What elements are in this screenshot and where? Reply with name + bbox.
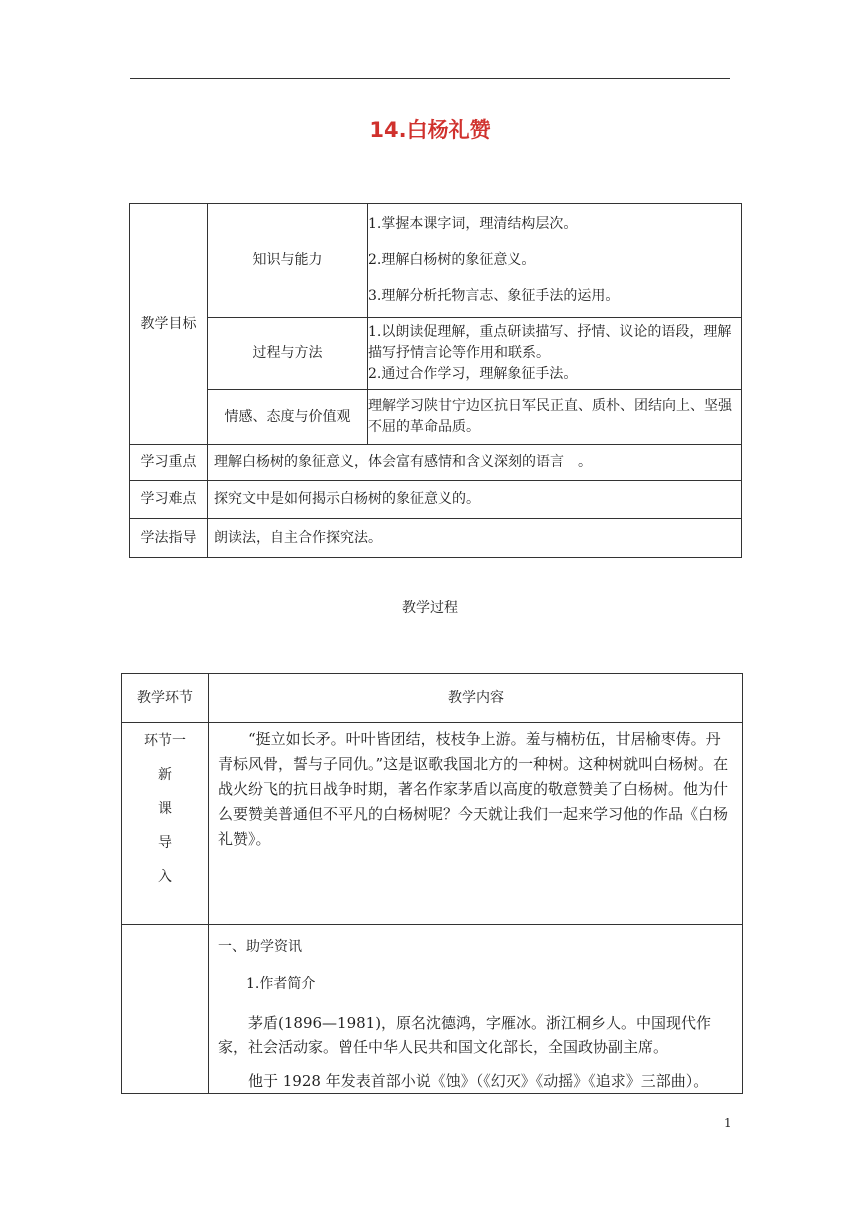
goal-line: 2.通过合作学习，理解象征手法。 <box>368 366 578 382</box>
attitude-goals <box>368 390 742 445</box>
intro-paragraph: “挺立如长矛。叶叶皆团结，枝枝争上游。羞与楠枋伍，甘居榆枣俦。丹青标风骨，誓与子同仇。”这是讴歌我国北方的一种树。这种树就叫白杨树。在战火纷飞的抗日战争时期，著名作家茅盾以高度的敬意赞美了白杨树。他为什么要赞美普通但不平凡的白杨树呢？今天就让我们一起来学习他的作品《白杨礼赞》。 <box>218 730 729 848</box>
stage-label <box>122 723 208 888</box>
page-number: 1 <box>724 1116 732 1130</box>
stage-cell-empty <box>122 925 209 1094</box>
stage-header: 教学环节 <box>122 674 209 723</box>
goal-line: 3.理解分析托物言志、象征手法的运用。 <box>368 288 620 304</box>
attitude-label: 情感、态度与价值观 <box>208 390 368 445</box>
goal-line: 1.以朗读促理解，重点研读描写、抒情、议论的语段，理解描写抒情言论等作用和联系。 <box>368 324 732 361</box>
page-title: 14.白杨礼赞 <box>369 118 491 142</box>
focus-text: 理解白杨树的象征意义，体会富有感情和含义深刻的语言 。 <box>208 445 742 481</box>
bio-paragraph: 茅盾(1896—1981)，原名沈德鸿，字雁冰。浙江桐乡人。中国现代作家，社会活动家。曾任中华人民共和国文化部长，全国政协副主席。 <box>218 1014 712 1056</box>
process-method-goals <box>368 318 742 390</box>
objectives-table <box>129 203 742 558</box>
process-table <box>121 673 743 1094</box>
process-method-label: 过程与方法 <box>208 318 368 390</box>
process-caption: 教学过程 <box>402 600 458 616</box>
goal-line: 2.理解白杨树的象征意义。 <box>368 252 536 268</box>
method-text: 朗读法，自主合作探究法。 <box>208 519 742 558</box>
knowledge-label: 知识与能力 <box>208 204 368 318</box>
intro-content <box>209 723 743 925</box>
method-label: 学法指导 <box>130 519 208 558</box>
content-header: 教学内容 <box>209 674 743 723</box>
stage-char: 入 <box>158 869 172 885</box>
stage-char: 新 <box>158 767 172 783</box>
section-heading: 一、助学资讯 <box>218 939 302 955</box>
difficulty-text: 探究文中是如何揭示白杨树的象征意义的。 <box>208 481 742 519</box>
difficulty-label: 学习难点 <box>130 481 208 519</box>
sub-heading: 1.作者简介 <box>246 976 316 992</box>
bio-paragraph-2: 他于 1928 年发表首部小说《蚀》（《幻灭》《动摇》《追求》三部曲）。 <box>248 1072 709 1090</box>
stage-char: 导 <box>158 835 172 851</box>
objectives-label: 教学目标 <box>130 204 208 445</box>
goal-line: 1.掌握本课字词，理清结构层次。 <box>368 216 578 232</box>
stage-cell <box>122 723 209 925</box>
goal-line: 理解学习陕甘宁边区抗日军民正直、质朴、团结向上、坚强不屈的革命品质。 <box>368 398 732 435</box>
stage-char: 环节一 <box>144 733 186 749</box>
header-rule <box>130 78 730 79</box>
knowledge-goals <box>368 204 742 318</box>
focus-label: 学习重点 <box>130 445 208 481</box>
info-content <box>209 925 743 1094</box>
stage-char: 课 <box>158 801 172 817</box>
